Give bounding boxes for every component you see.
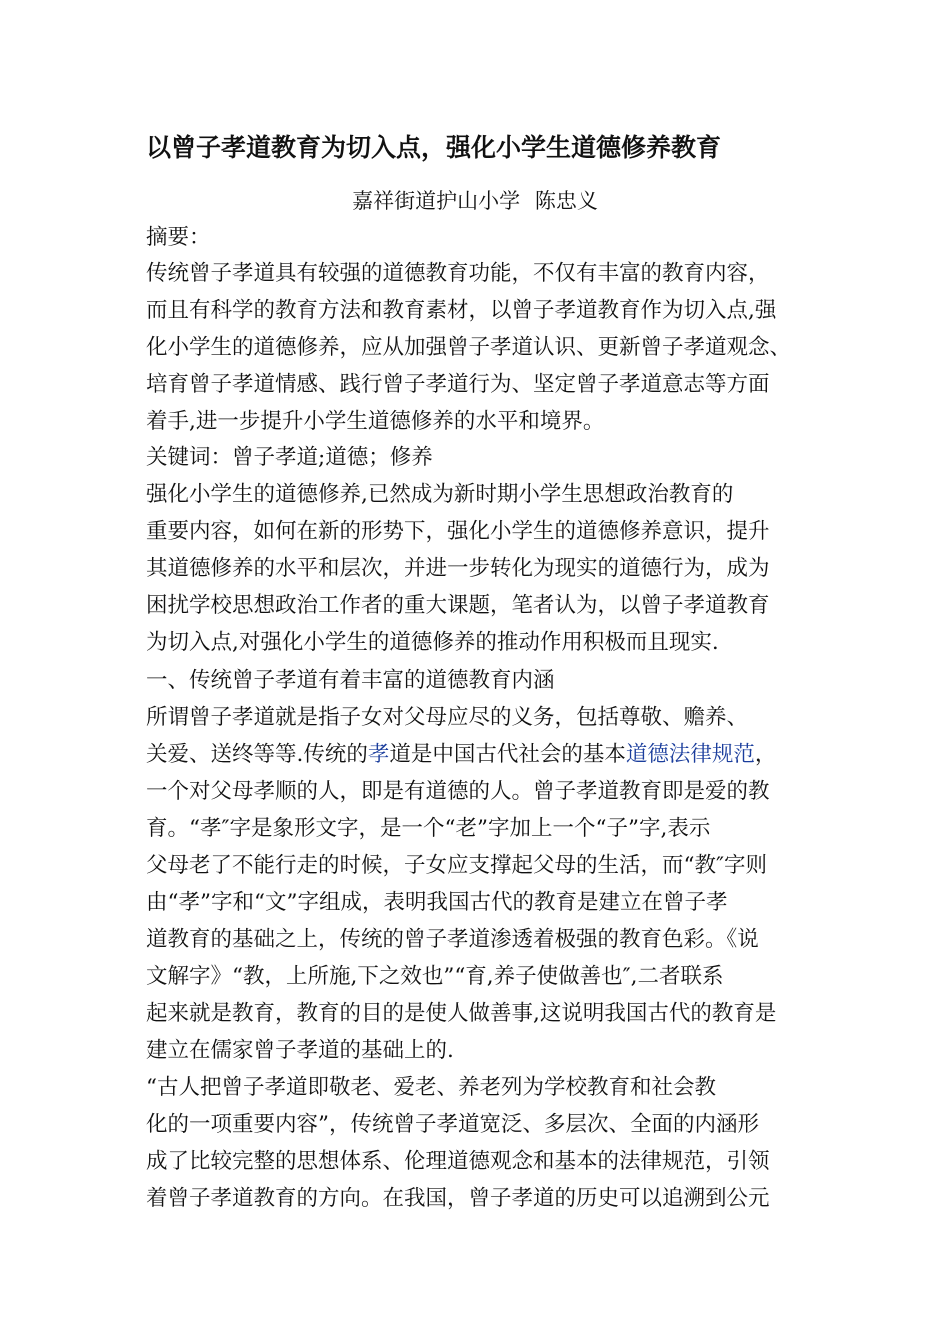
body-line: 文解字》“教，上所施,下之效也”“育,养子使做善也″,二者联系 xyxy=(146,964,724,989)
text-span: ， xyxy=(754,742,777,767)
body-line: 育。“孝″字是象形文字，是一个“老”字加上一个“子”字,表示 xyxy=(146,816,711,841)
abstract-line: 传统曾子孝道具有较强的道德教育功能，不仅有丰富的教育内容， xyxy=(146,261,770,286)
body-line-with-links xyxy=(146,739,826,771)
abstract-line: 而且有科学的教育方法和教育素材，以曾子孝道教育作为切入点,强 xyxy=(146,298,777,323)
text-span: 道是中国古代社会的基本 xyxy=(389,742,626,767)
section-heading: 一、传统曾子孝道有着丰富的道德教育内涵 xyxy=(146,668,555,693)
body-line: “古人把曾子孝道即敬老、爱老、养老列为学校教育和社会教 xyxy=(146,1075,716,1100)
body-line: 一个对父母孝顺的人，即是有道德的人。曾子孝道教育即是爱的教 xyxy=(146,779,770,804)
document-title: 以曾子孝道教育为切入点，强化小学生道德修养教育 xyxy=(146,133,722,162)
body-line: 父母老了不能行走的时候，子女应支撑起父母的生活，而“教″字则 xyxy=(146,853,768,878)
body-line: 所谓曾子孝道就是指子女对父母应尽的义务，包括尊敬、赡养、 xyxy=(146,705,749,730)
body-line: 起来就是教育，教育的目的是使人做善事,这说明我国古代的教育是 xyxy=(146,1001,777,1026)
body-line: 困扰学校思想政治工作者的重大课题，笔者认为，以曾子孝道教育 xyxy=(146,593,770,618)
body-line: 建立在儒家曾子孝道的基础上的. xyxy=(146,1038,454,1063)
body-line: 强化小学生的道德修养,已然成为新时期小学生思想政治教育的 xyxy=(146,482,734,507)
abstract-line: 着手,进一步提升小学生道德修养的水平和境界。 xyxy=(146,409,605,434)
abstract-line: 化小学生的道德修养，应从加强曾子孝道认识、更新曾子孝道观念、 xyxy=(146,335,792,360)
body-line: 化的一项重要内容”，传统曾子孝道宽泛、多层次、全面的内涵形 xyxy=(146,1112,759,1137)
body-line: 由“孝”字和“文”字组成，表明我国古代的教育是建立在曾子孝 xyxy=(146,890,728,915)
body-line: 为切入点,对强化小学生的道德修养的推动作用积极而且现实. xyxy=(146,630,719,655)
body-line: 道教育的基础之上，传统的曾子孝道渗透着极强的教育色彩。《说 xyxy=(146,927,759,952)
body-line: 成了比较完整的思想体系、伦理道德观念和基本的法律规范，引领 xyxy=(146,1149,770,1174)
abstract-label: 摘要： xyxy=(146,225,211,250)
body-line: 着曾子孝道教育的方向。在我国，曾子孝道的历史可以追溯到公元 xyxy=(146,1186,770,1211)
abstract-line: 培育曾子孝道情感、践行曾子孝道行为、坚定曾子孝道意志等方面 xyxy=(146,372,770,397)
text-span: 关爱、送终等等.传统的 xyxy=(146,742,368,767)
xiao-link[interactable]: 孝 xyxy=(367,742,390,767)
body-line: 其道德修养的水平和层次，并进一步转化为现实的道德行为，成为 xyxy=(146,556,770,581)
moral-law-norms-link[interactable]: 道德法律规范 xyxy=(625,742,755,767)
body-line: 重要内容，如何在新的形势下，强化小学生的道德修养意识，提升 xyxy=(146,519,770,544)
author-line: 嘉祥街道护山小学 陈忠义 xyxy=(352,189,598,213)
keywords-line: 关键词：曾子孝道;道德；修养 xyxy=(146,445,433,470)
